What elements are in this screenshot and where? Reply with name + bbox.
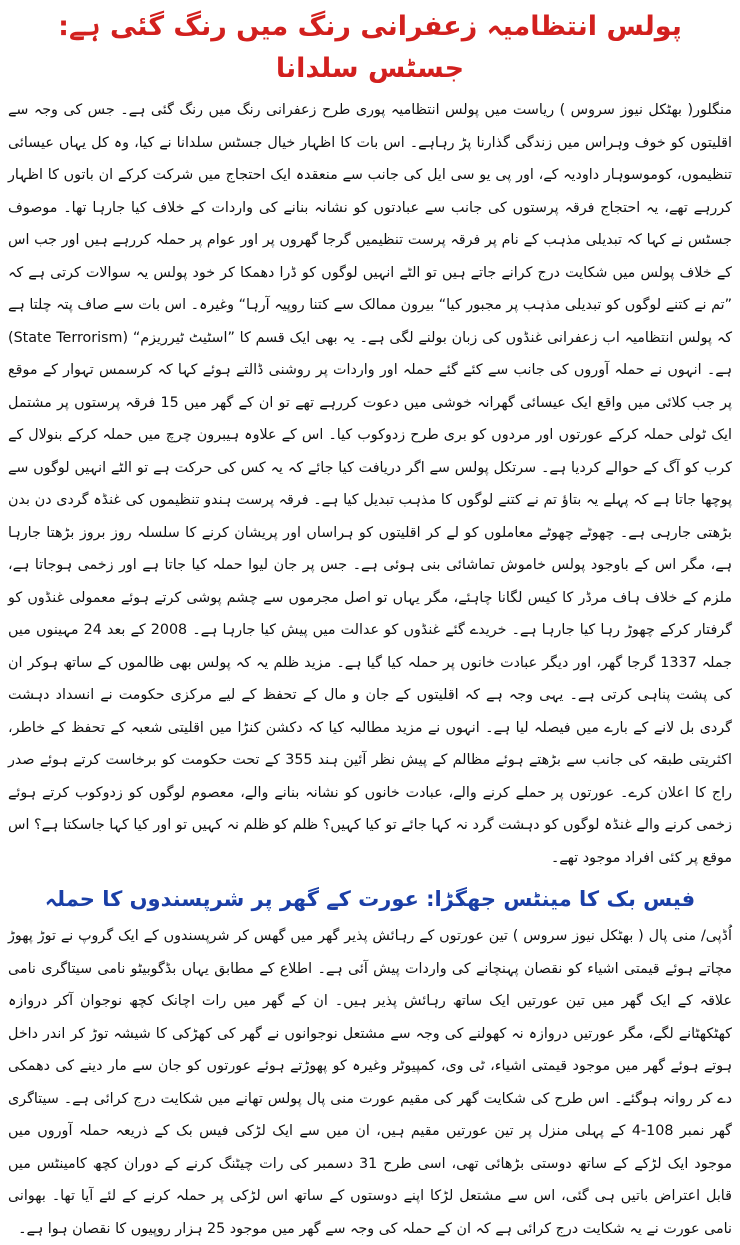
article-police-saffron bbox=[8, 6, 732, 874]
headline-facebook-attack: فیس بک کا مینٹس جھگڑا: عورت کے گھر پر شرپسندوں کا حملہ bbox=[44, 887, 696, 911]
article-body-police-saffron: منگلور( بھٹکل نیوز سروس ) ریاست میں پولس انتظامیہ پوری طرح زعفرانی رنگ میں رنگ گئی ہے۔ جس کی وجہ سے اقلیتوں کو خوف وہراس میں زندگی گذارنا پڑ رہاہے۔ اس بات کا اظہار خیال جسٹس سلدانا نے کیا، وہ کل یہاں عیسائی تنظیموں، کوموسوہار داودیہ کے، اور پی یو سی ایل کی جانب سے منعقدہ ایک احتجاج میں شرکت کرکے ان باتوں کا اظہار کررہے تھے، یہ احتجاج فرقہ پرستوں کی جانب سے عبادتوں کو نشانہ بنانے کی واردات کے خلاف کیا جارہا تھا۔ موصوف جسٹس نے کہا کہ تبدیلی مذہب کے نام پر فرقہ پرست تنظیمیں گرجا گھروں پر اور عوام پر حملہ کررہے ہیں اور جب اس کے خلاف پولس میں شکایت درج کرانے جاتے ہیں تو الٹے انہیں لوگوں کو ڈرا دھمکا کر خود پولس یہ سوالات کرتی ہے کہ ”تم نے کتنے لوگوں کو تبدیلی مذہب پر مجبور کیا“ بیرون ممالک سے کتنا روپیہ آرہا“ وغیرہ۔ اس بات سے صاف پتہ چلتا ہے کہ پولس انتظامیہ اب زعفرانی غنڈوں کی زبان بولنے لگی ہے۔ یہ بھی ایک قسم کا ”اسٹیٹ ٹیرریزم“ (State Terrorism) ہے۔ انہوں نے حملہ آوروں کی جانب سے کئے گئے حملہ اور واردات پر روشنی ڈالتے ہوئے کہا کہ کرسمس تہوار کے موقع پر جب کلائی میں واقع ایک عیسائی گھرانہ خوشی میں دعوت کررہے تھے تو ان کے گھر میں 15 فرقہ پرستوں پر مشتمل ایک ٹولی حملہ کرکے عورتوں اور مردوں کو بری طرح زدوکوب کیا۔ اس کے علاوہ ہیبرون چرچ میں حملہ کرکے بنولال کے کرب کو آگ کے حوالے کردیا ہے۔ سرتکل پولس سے اگر دریافت کیا جائے کہ یہ کس کی حرکت ہے تو الٹے انہیں لوگوں سے پوچھا جاتا ہے کہ پہلے یہ بتاؤ تم نے کتنے لوگوں کا مذہب تبدیل کیا ہے۔ فرقہ پرست ہندو تنظیموں کی غنڈہ گردی دن بدن بڑھتی جارہی ہے۔ چھوٹے چھوٹے معاملوں کو لے کر اقلیتوں کو ہراساں اور پریشان کرنے کا سلسلہ روز بروز بڑھتا جارہا ہے، مگر اس کے باوجود پولس خاموش تماشائی بنی ہوئی ہے۔ جس پر جان لیوا حملہ کیا جاتا ہے اور زخمی ہوجاتا ہے، ملزم کے خلاف ہاف مرڈر کا کیس لگانا چاہئے، مگر یہاں تو اصل مجرموں سے چشم پوشی کرتے ہوئے معمولی غنڈوں کو گرفتار کرکے چھوڑ رہا کیا جارہا ہے۔ خریدے گئے غنڈوں کو عدالت میں پیش کیا جارہا ہے۔ 2008 کے بعد 24 مہینوں میں جملہ 1337 گرجا گھر، اور دیگر عبادت خانوں پر حملہ کیا گیا ہے۔ مزید ظلم یہ کہ پولس بھی ظالموں کے ساتھ ہوکر ان کی پشت پناہی کرتی ہے۔ یہی وجہ ہے کہ اقلیتوں کے جان و مال کے تحفظ کے لیے مرکزی حکومت نے انسداد دہشت گردی بل لانے کے بارے میں فیصلہ لیا ہے۔ انہوں نے مزید مطالبہ کیا کہ دکشن کنڑا میں اقلیتی شعبہ کے تحفظ کے خاطر، اکثریتی طبقہ کی جانب سے بڑھتے ہوئے مظالم کے پیش نظر آئین ہند 355 کے تحت حکومت کو برخاست کرتے ہوئے صدر راج کا اعلان کرے۔ عورتوں پر حملے کرنے والے، عبادت خانوں کو نشانہ بنانے والے، معصوم لوگوں کو زدوکوب کرتے ہوئے زخمی کرنے والے غنڈہ لوگوں کو دہشت گرد نہ کہا جائے تو کیا کہیں؟ ظلم کو ظلم نہ کہیں تو اور کیا کہا جاسکتا ہے؟ اس موقع پر کئی افراد موجود تھے۔ bbox=[8, 102, 733, 866]
headline-police-saffron: پولس انتظامیہ زعفرانی رنگ میں رنگ گئی ہے: جسٹس سلدانا bbox=[58, 11, 682, 84]
article-facebook-attack bbox=[8, 882, 732, 1245]
article-body-facebook-attack: اُڈپی/ منی پال ( بھٹکل نیوز سروس ) تین عورتوں کے رہائش پذیر گھر میں گھس کر شرپسندوں کے ایک گروپ نے توڑ پھوڑ مچاتے ہوئے قیمتی اشیاء کو نقصان پہنچانے کی واردات پیش آئی ہے۔ اطلاع کے مطابق یہاں بڈگوبیٹو نامی سیتاگری نامی علاقہ کے ایک گھر میں تین عورتیں ایک ساتھ رہائش پذیر ہیں۔ ان کے گھر میں رات اچانک کچھ نوجوان آکر دروازہ کھٹکھٹانے لگے، مگر عورتیں دروازہ نہ کھولنے کی وجہ سے مشتعل نوجوانوں نے گھر کی کھڑکی کا شیشہ توڑ کر اندر داخل ہوتے ہوئے گھر میں موجود قیمتی اشیاء، ٹی وی، کمپیوٹر وغیرہ کو پھوڑتے ہوئے عورتوں کو جان سے مار دینے کی دھمکی دے کر روانہ ہوگئے۔ اس طرح کی شکایت گھر کی مقیم عورت منی پال پولس تھانے میں شکایت درج کرائی ہے۔ سیتاگری گھر نمبر 108-4 کے پہلی منزل پر تین عورتیں مقیم ہیں، ان میں سے ایک لڑکی فیس بک کے ذریعہ حملہ آوروں میں موجود ایک لڑکے کے ساتھ دوستی بڑھائی تھی، اسی طرح 31 دسمبر کی رات چیٹنگ کرنے کے دوران کچھ کامینٹس میں قابل اعتراض باتیں ہی گئی، اس سے مشتعل لڑکا اپنے دوستوں کے ساتھ اس لڑکی پر حملہ کرنے کے لئے آیا تھا۔ بھوانی نامی عورت نے یہ شکایت درج کرائی ہے کہ ان کے حملہ کی وجہ سے گھر میں موجود 25 ہزار روپیوں کا نقصان ہوا ہے۔ bbox=[8, 928, 732, 1237]
